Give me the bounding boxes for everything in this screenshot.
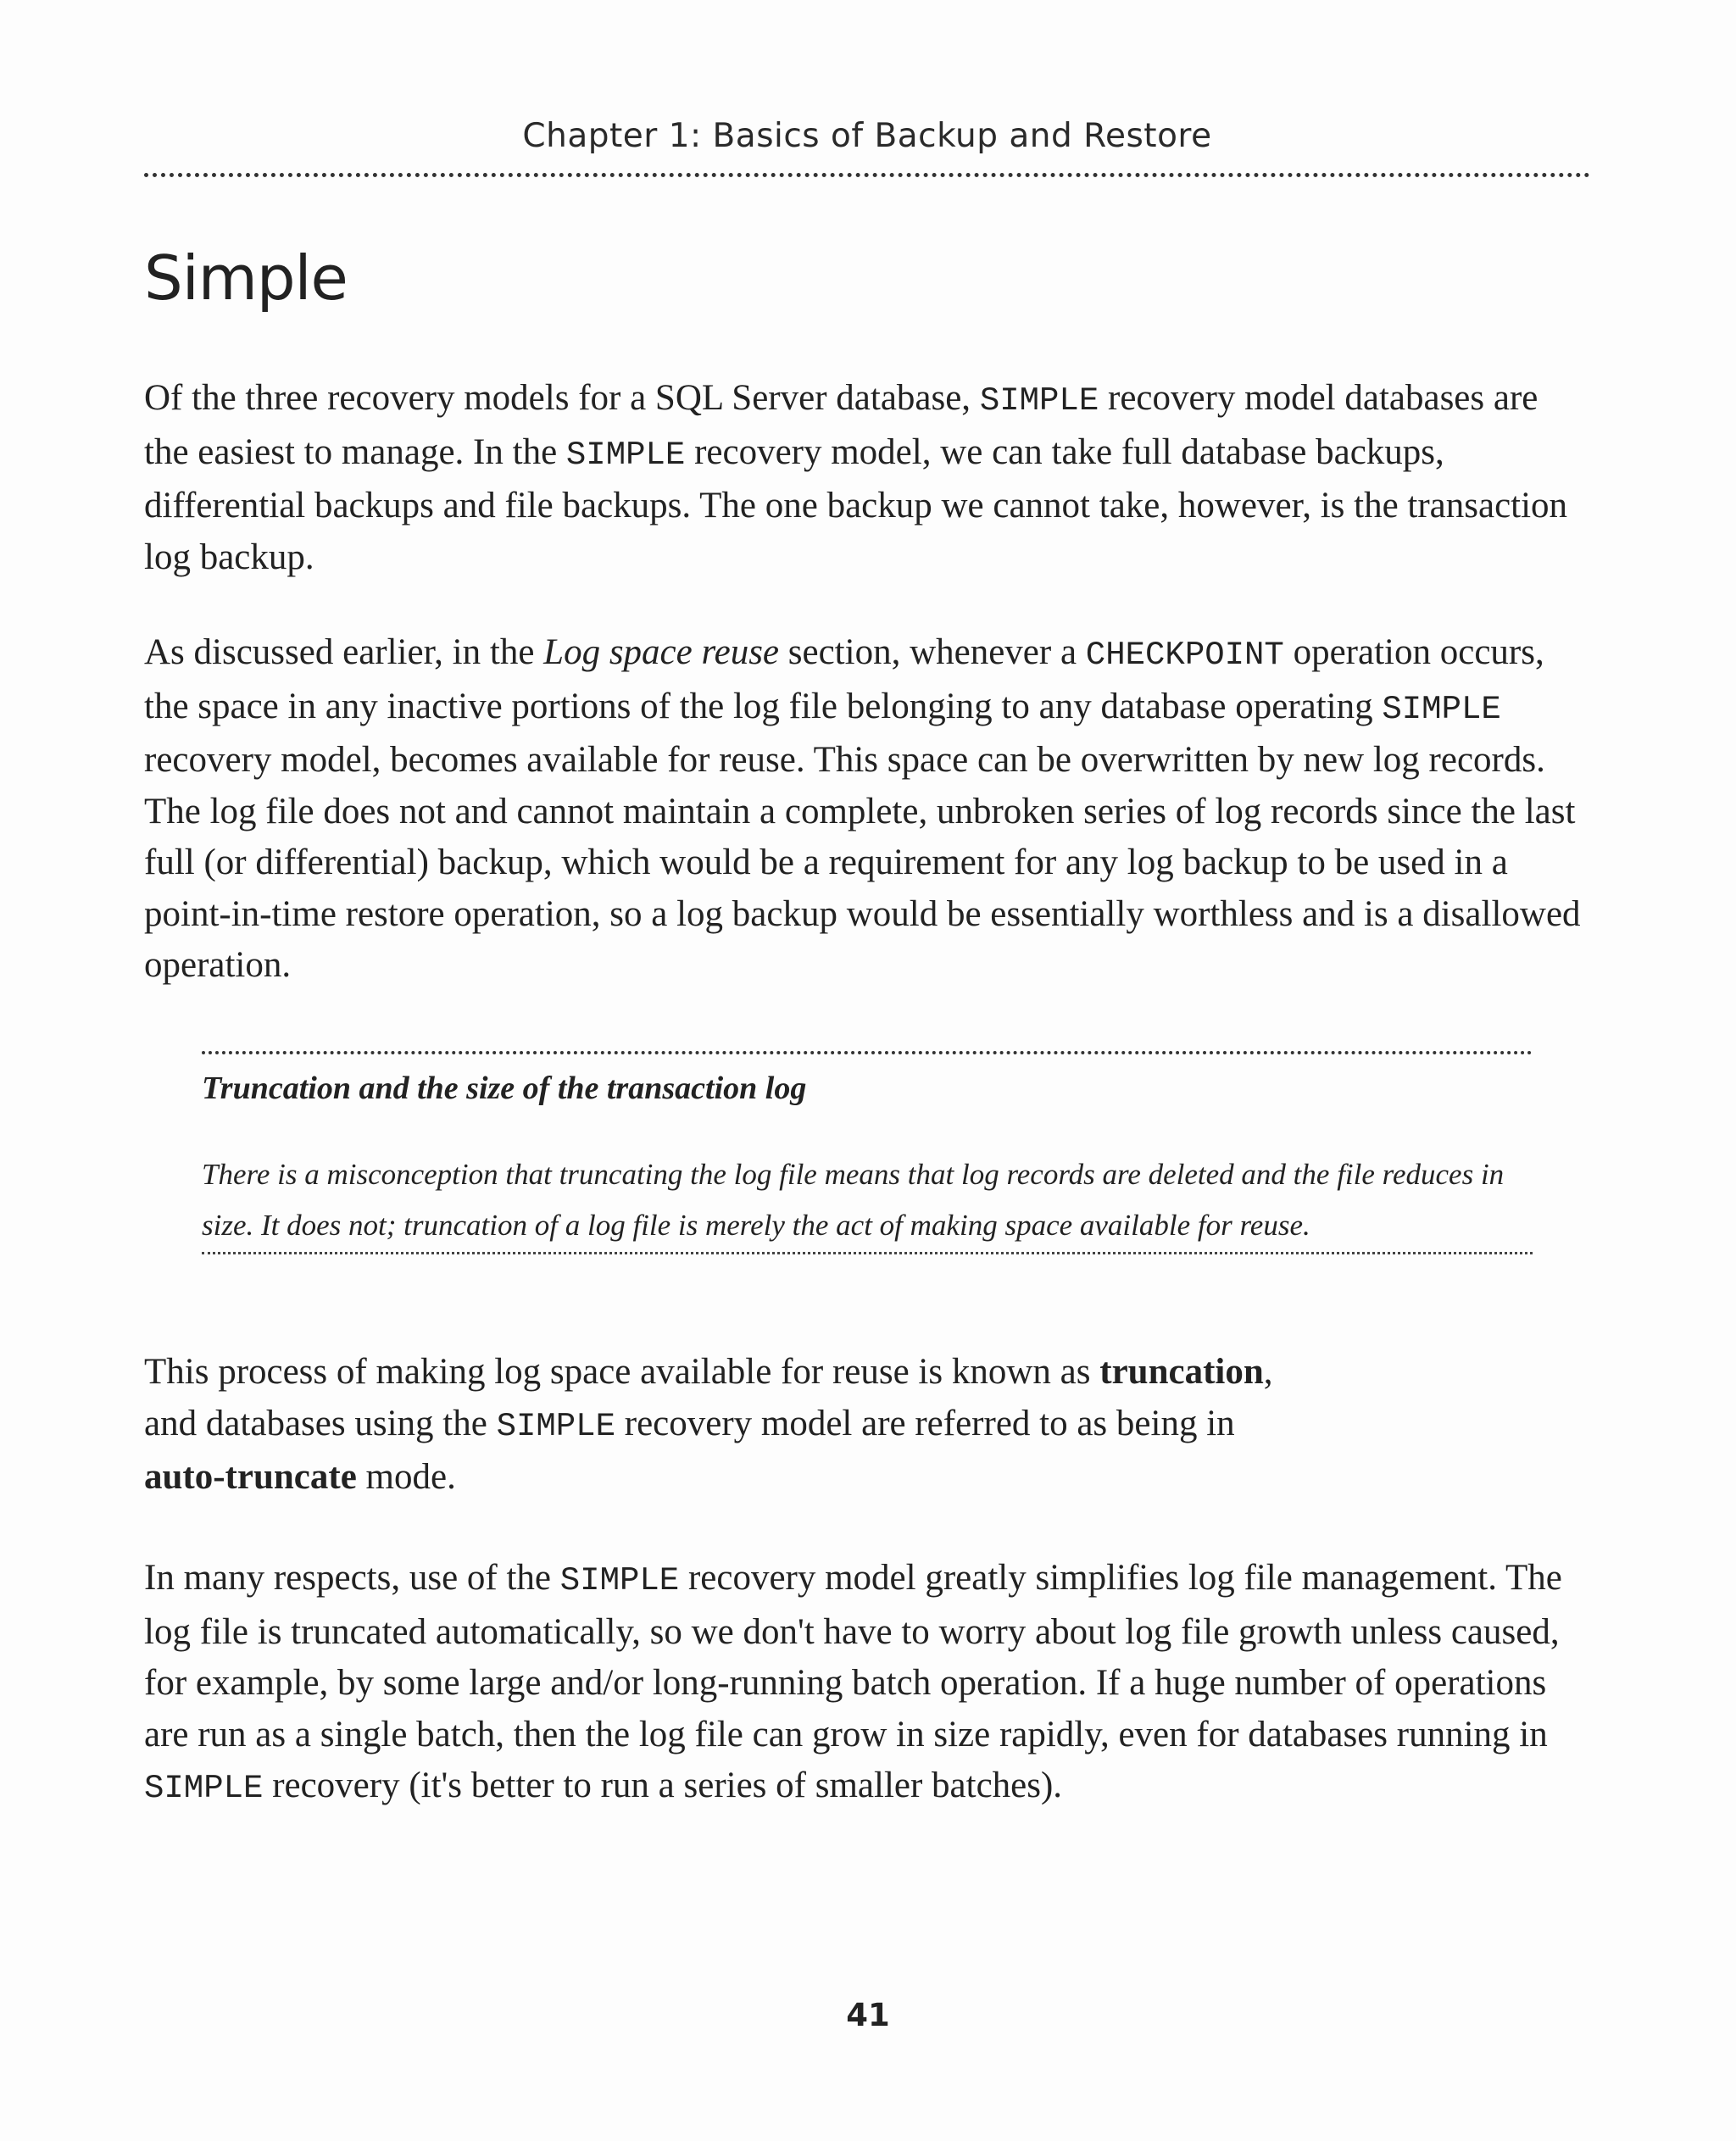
text-run: As discussed earlier, in the xyxy=(144,632,544,672)
code-simple: SIMPLE xyxy=(979,382,1099,420)
code-simple: SIMPLE xyxy=(1382,690,1501,728)
text-run: recovery model, becomes available for reuse. This space can be overwritten by new log records. The log file does not and cannot maintain a complete, unbroken series of log records since the last full (or differential) backup, which would be a requirement for any log backup to be used in a point-in-time restore operation, so a log backup would be essentially worthless and is a disallowed operation. xyxy=(144,740,1581,985)
paragraph-intro xyxy=(144,373,1585,583)
text-run: recovery model greatly simplifies log file management. The log file is truncated automatically, so we don't have to worry about log file growth unless caused, for example, by some large and/or long-running batch operation. If a huge number of operations are run as a single batch, then the log file can grow in size rapidly, even for databases running in xyxy=(144,1558,1562,1755)
code-simple: SIMPLE xyxy=(559,1562,680,1599)
text-run: mode. xyxy=(356,1457,456,1497)
code-checkpoint: CHECKPOINT xyxy=(1085,637,1284,674)
text-run: This process of making log space available for reuse is known as xyxy=(144,1352,1100,1392)
callout-title: Truncation and the size of the transaction log xyxy=(202,1070,807,1106)
code-simple: SIMPLE xyxy=(496,1407,615,1445)
text-run: section, whenever a xyxy=(779,632,1086,672)
bold-term: auto-truncate xyxy=(144,1457,357,1497)
bold-term: truncation xyxy=(1099,1352,1264,1392)
text-run: In many respects, use of the xyxy=(144,1558,560,1598)
code-simple: SIMPLE xyxy=(144,1770,264,1807)
callout-top-divider xyxy=(202,1051,1533,1054)
code-simple: SIMPLE xyxy=(565,436,686,474)
callout-body: There is a misconception that truncating the log file means that log records are deleted and the file reduces in size. It does not; truncation of a log file is merely the act of making space available for reuse. xyxy=(202,1158,1505,1242)
italic-reference: Log space reuse xyxy=(543,632,780,672)
text-run: recovery (it's better to run a series of smaller batches). xyxy=(263,1766,1063,1805)
text-run: Of the three recovery models for a SQL Server database, xyxy=(144,378,980,418)
text-run: and databases using the xyxy=(144,1403,497,1443)
callout-bottom-divider xyxy=(202,1252,1533,1254)
paragraph-log-space xyxy=(144,627,1585,992)
text-run: recovery model are referred to as being in xyxy=(615,1403,1235,1443)
text-run: , xyxy=(1263,1352,1273,1392)
callout-box xyxy=(202,1041,1533,1260)
text-run: operation occurs, the space in any inactive portions of the log file belonging to any database operating xyxy=(144,632,1544,726)
page-number: 41 xyxy=(846,1997,890,2033)
text-run: recovery model databases are the easiest to manage. In the xyxy=(144,378,1538,472)
header-divider xyxy=(144,173,1590,177)
paragraph-simplifies xyxy=(144,1553,1585,1815)
text-run: recovery model, we can take full database backups, differential backups and file backups. The one backup we cannot take, however, is the transaction log backup. xyxy=(144,431,1568,577)
running-header: Chapter 1: Basics of Backup and Restore xyxy=(522,117,1212,155)
paragraph-truncation xyxy=(144,1347,1585,1504)
section-title: Simple xyxy=(144,242,348,314)
